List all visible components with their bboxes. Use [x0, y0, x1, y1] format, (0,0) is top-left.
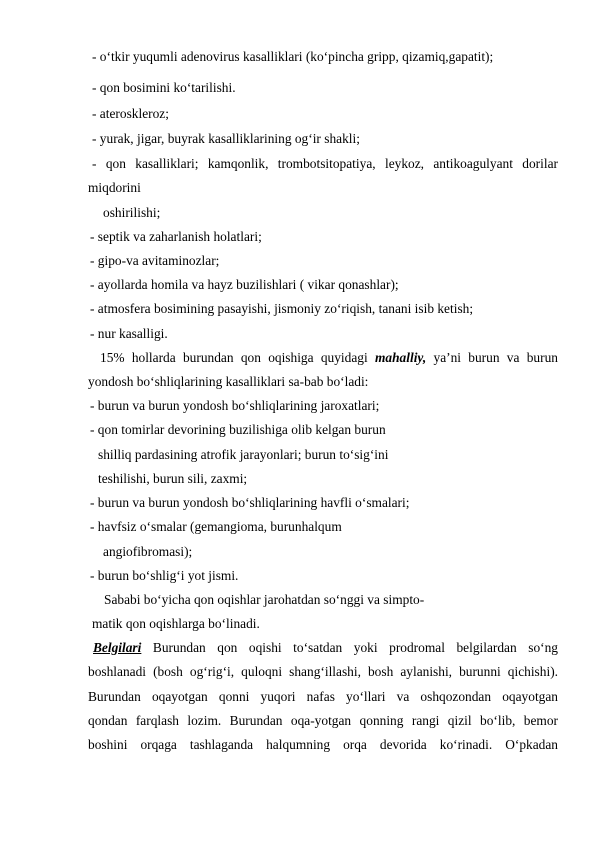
paragraph-line: qondan farqlash lozim. Burundan oqa-yotgan qonning rangi qizil bo‘lib, bemor [88, 713, 558, 728]
list-item: - yurak, jigar, buyrak kasalliklarining og‘ir shakli; [92, 131, 360, 146]
list-item: - burun bo‘shlig‘i yot jismi. [90, 568, 239, 583]
paragraph-line [100, 350, 558, 366]
list-item: - o‘tkir yuqumli adenovirus kasalliklari (ko‘pincha gripp, qizamiq,gapatit); [92, 49, 494, 64]
paragraph-line: boshini orqaga tashlaganda halqumning orqa devorida ko‘rinadi. O‘pkadan [88, 737, 558, 752]
list-item: - nur kasalligi. [90, 326, 168, 341]
list-item: - septik va zaharlanish holatlari; [90, 229, 262, 244]
paragraph-line: yondosh bo‘shliqlarining kasalliklari sa-bab bo‘ladi: [88, 374, 369, 389]
list-item: - qon bosimini ko‘tarilishi. [92, 80, 236, 95]
list-item: - atmosfera bosimining pasayishi, jismoniy zo‘riqish, tanani isib ketish; [90, 301, 474, 316]
paragraph-line: Burundan oqayotgan qonni yuqori nafas yo‘llari va oshqozondan oqayotgan [88, 689, 558, 704]
list-item: - burun va burun yondosh bo‘shliqlarining havfli o‘smalari; [90, 495, 410, 510]
list-item: - ateroskleroz; [92, 106, 169, 121]
list-item-continuation: teshilishi, burun sili, zaxmi; [98, 471, 248, 486]
paragraph-line: boshlanadi (bosh og‘rig‘i, quloqni shang‘illashi, bosh aylanishi, burunni qichishi). [88, 664, 558, 679]
emphasis-term: mahalliy, [375, 350, 427, 365]
paragraph-text: Burundan qon oqishi to‘satdan yoki prodromal belgilardan so‘ng [152, 640, 558, 655]
list-item: - ayollarda homila va hayz buzilishlari ( vikar qonashlar); [90, 277, 399, 292]
list-item: - qon kasalliklari; kamqonlik, trombotsitopatiya, leykoz, antikoagulyant dorilar [92, 156, 558, 171]
list-item: - havfsiz o‘smalar (gemangioma, burunhalqum [90, 519, 342, 534]
list-item-continuation: shilliq pardasining atrofik jarayonlari; burun to‘sig‘ini [98, 447, 389, 462]
list-item: - burun va burun yondosh bo‘shliqlarining jaroxatlari; [90, 398, 380, 413]
paragraph-text: 15% hollarda burundan qon oqishiga quyidagi [100, 350, 368, 365]
list-item-continuation: oshirilishi; [103, 205, 161, 220]
list-item-continuation: angiofibromasi); [103, 544, 193, 559]
list-item: - gipo-va avitaminozlar; [90, 253, 220, 268]
list-item-continuation: miqdorini [88, 180, 141, 195]
list-item: - qon tomirlar devorining buzilishiga olib kelgan burun [90, 422, 386, 437]
paragraph-line: Sababi bo‘yicha qon oqishlar jarohatdan so‘nggi va simpto- [104, 592, 425, 607]
paragraph-line [93, 640, 558, 656]
section-heading: Belgilari [93, 640, 142, 655]
paragraph-text: ya’ni burun va burun [433, 350, 558, 365]
paragraph-line: matik qon oqishlarga bo‘linadi. [92, 616, 260, 631]
